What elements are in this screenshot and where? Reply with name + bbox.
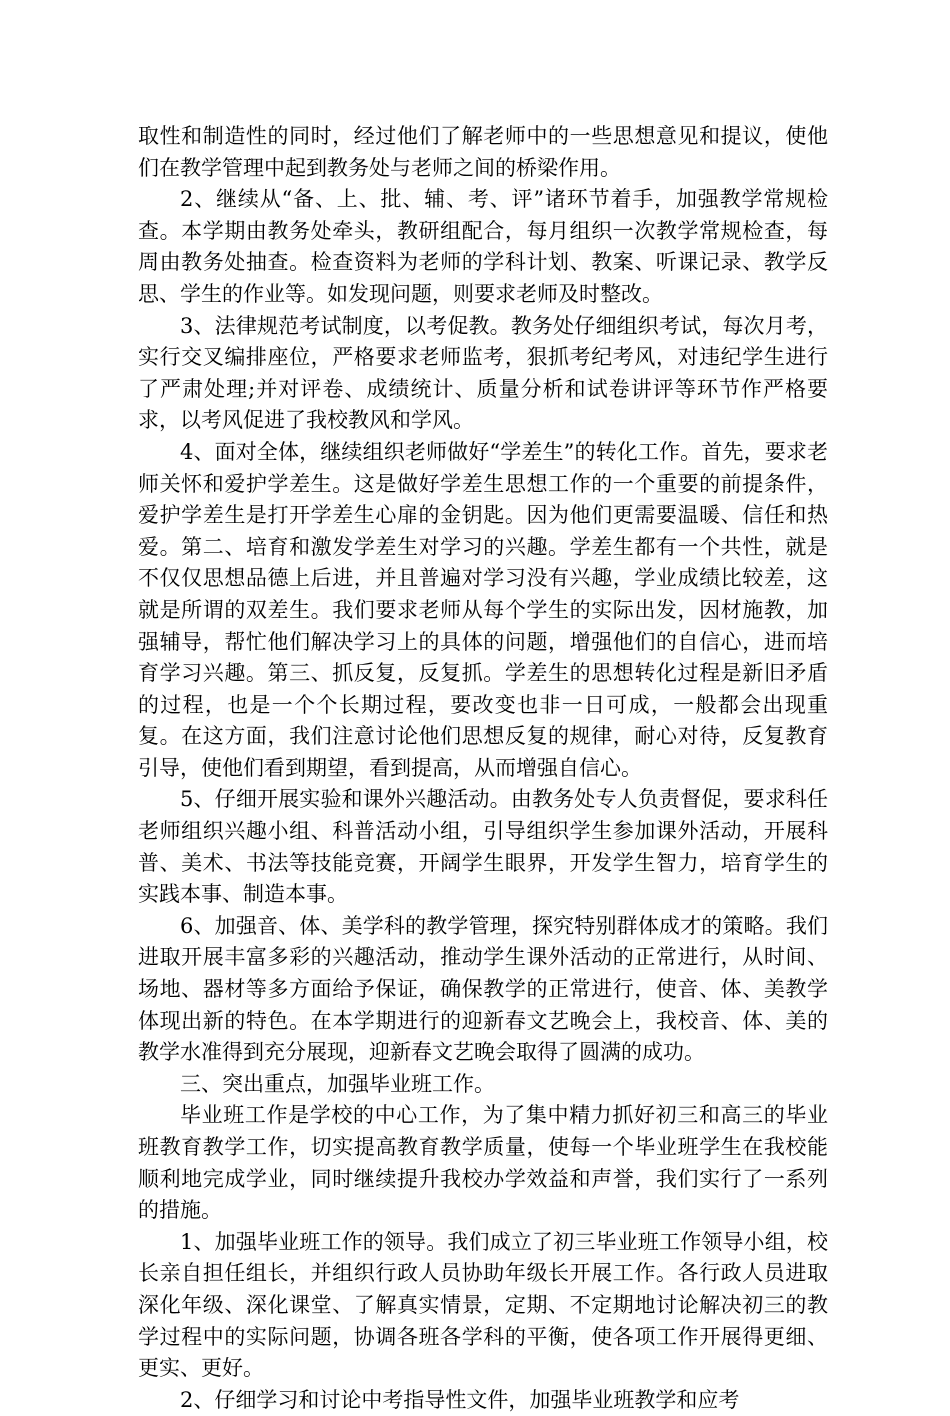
paragraph-item-4: 4、面对全体，继续组织老师做好“学差生”的转化工作。首先，要求老师关怀和爱护学差生。这是做好学差生思想工作的一个重要的前提条件，爱护学差生是打开学差生心扉的金钥匙。因为他们更需要温暖、信任和热爱。第二、培育和激发学差生对学习的兴趣。学差生都有一个共性，就是不仅仅思想品德上后进，并且普遍对学习没有兴趣，学业成绩比较差，这就是所谓的双差生。我们要求老师从每个学生的实际出发，因材施教，加强辅导，帮忙他们解决学习上的具体的问题，增强他们的自信心，进而培育学习兴趣。第三、抓反复，反复抓。学差生的思想转化过程是新旧矛盾的过程，也是一个个长期过程，要改变也非一日可成，一般都会出现重复。在这方面，我们注意讨论他们思想反复的规律，耐心对待，反复教育引导，使他们看到期望，看到提高，从而增强自信心。 bbox=[138, 439, 828, 780]
paragraph-continuation: 取性和制造性的同时，经过他们了解老师中的一些思想意见和提议，使他们在教学管理中起到教务处与老师之间的桥梁作用。 bbox=[138, 124, 828, 180]
paragraph-graduation-1: 1、加强毕业班工作的领导。我们成立了初三毕业班工作领导小组，校长亲自担任组长，并组织行政人员协助年级长开展工作。各行政人员进取深化年级、深化课堂、了解真实情景，定期、不定期地讨论解决初三的教学过程中的实际问题，协调各班各学科的平衡，使各项工作开展得更细、更实、更好。 bbox=[138, 1229, 828, 1381]
paragraph-item-3: 3、法律规范考试制度，以考促教。教务处仔细组织考试，每次月考，实行交叉编排座位，严格要求老师监考，狠抓考纪考风，对违纪学生进行了严肃处理;并对评卷、成绩统计、质量分析和试卷讲评等环节作严格要求，以考风促进了我校教风和学风。 bbox=[138, 313, 828, 433]
document-body bbox=[138, 121, 828, 1416]
paragraph-item-5: 5、仔细开展实验和课外兴趣活动。由教务处专人负责督促，要求科任老师组织兴趣小组、科普活动小组，引导组织学生参加课外活动，开展科普、美术、书法等技能竞赛，开阔学生眼界，开发学生智力，培育学生的实践本事、制造本事。 bbox=[138, 787, 828, 907]
paragraph-graduation-2: 2、仔细学习和讨论中考指导性文件，加强毕业班教学和应考 bbox=[180, 1387, 740, 1412]
paragraph-item-6: 6、加强音、体、美学科的教学管理，探究特别群体成才的策略。我们进取开展丰富多彩的兴趣活动，推动学生课外活动的正常进行，从时间、场地、器材等多方面给予保证，确保教学的正常进行，使音、体、美教学体现出新的特色。在本学期进行的迎新春文艺晚会上，我校音、体、美的教学水准得到充分展现，迎新春文艺晚会取得了圆满的成功。 bbox=[138, 913, 828, 1065]
paragraph-graduation-intro: 毕业班工作是学校的中心工作，为了集中精力抓好初三和高三的毕业班教育教学工作，切实提高教育教学质量，使每一个毕业班学生在我校能顺利地完成学业，同时继续提升我校办学效益和声誉，我们实行了一系列的措施。 bbox=[138, 1103, 828, 1223]
paragraph-item-2: 2、继续从“备、上、批、辅、考、评”诸环节着手，加强教学常规检查。本学期由教务处牵头，教研组配合，每月组织一次教学常规检查，每周由教务处抽查。检查资料为老师的学科计划、教案、听课记录、教学反思、学生的作业等。如发现问题，则要求老师及时整改。 bbox=[138, 187, 828, 306]
section-heading-3: 三、突出重点，加强毕业班工作。 bbox=[180, 1071, 495, 1096]
